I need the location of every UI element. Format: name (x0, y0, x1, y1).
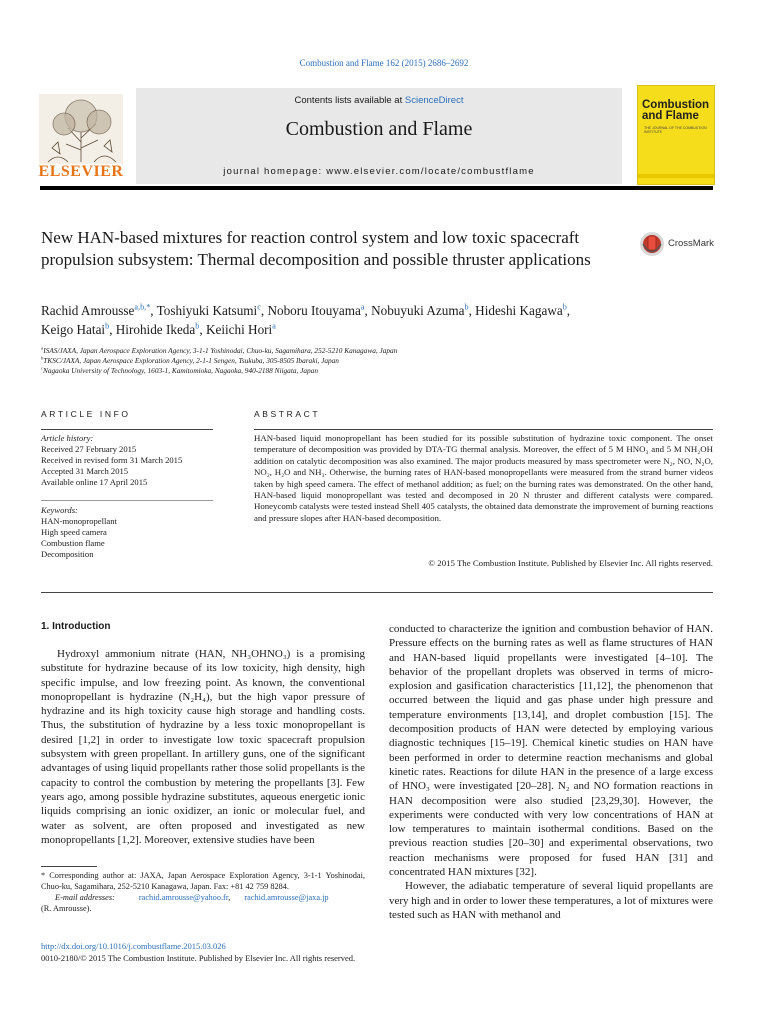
author-separator: , (566, 303, 571, 318)
abstract-heading: ABSTRACT (254, 409, 321, 419)
journal-homepage-link[interactable]: journal homepage: www.elsevier.com/locate/combustflame (223, 166, 535, 177)
affiliation-mark: a (41, 345, 44, 351)
author-name: Noboru Itouyama (267, 303, 361, 318)
author-name: Keiichi Hori (205, 322, 273, 337)
history-label: Article history: (41, 433, 94, 443)
history-line: Received 27 February 2015 (41, 444, 137, 454)
affiliation-text: ISAS/JAXA, Japan Aerospace Exploration Agency, 3-1-1 Yoshinodai, Chuo-ku, Sagamihara, 252-5210 Kanagawa, Japan (43, 346, 398, 355)
affiliation-c (41, 366, 318, 375)
abstract-copyright: © 2015 The Combustion Institute. Published by Elsevier Inc. All rights reserved. (428, 558, 713, 568)
author-affiliation-mark[interactable]: b (562, 302, 567, 312)
keyword: Decomposition (41, 549, 94, 559)
body-column-left (41, 647, 365, 847)
sciencedirect-link[interactable]: ScienceDirect (404, 95, 464, 106)
cover-subtitle: THE JOURNAL OF THE COMBUSTION INSTITUTE (644, 126, 707, 134)
author-list (41, 301, 721, 339)
body-paragraph: Hydroxyl ammonium nitrate (HAN, NH₃OHNO₃) is a promising substitute for hydrazine because of its low toxicity, high density, high specific impulse, and low freezing point. As known, the conventional monopropellant is hydrazine (N₂H₄), but the high vapor pressure of hydrazine and its high toxicity cause high storage and handling costs. Thus, the substitution of hydrazine by a less toxic monopropellant is desired [1,2] in order to investigate low toxic spacecraft propulsion subsystem with green propellant. In artillery guns, one of the significant advantages of using liquid propellants rather those solid propellants is the capacity to control the combustion by metering the propellants [3]. Few years ago, among possible hydrazine substitutes, aqueous energetic ionic liquids comprising an ionic oxidizer, an ionic or molecular fuel, and water as solvent, are often proposed and investigated as new monopropellants [1,2]. Moreover, extensive studies have been (41, 648, 365, 846)
author-affiliation-mark[interactable]: a (272, 321, 276, 331)
email-link[interactable]: rachid.amrousse@jaxa.jp (244, 893, 329, 902)
journal-name: Combustion and Flame (285, 118, 473, 140)
author-affiliation-mark[interactable]: a (360, 302, 365, 312)
affiliation-text: Nagaoka University of Technology, 1603-1, Kamitomioka, Nagaoka, 940-2188 Niigata, Japan (43, 366, 318, 375)
author-separator: , (364, 303, 372, 318)
email-line: E-mail addresses: rachid.amrousse@yahoo.fr, rachid.amrousse@jaxa.jp (55, 893, 329, 902)
article-history (41, 433, 213, 488)
author-separator: , (468, 303, 476, 318)
footnote-rule (41, 866, 97, 867)
author-name: Rachid Amrousse (41, 303, 135, 318)
author-affiliation-mark[interactable]: c (257, 302, 261, 312)
keyword: Combustion flame (41, 538, 105, 548)
author-separator: , (260, 303, 268, 318)
cover-title: Combustion and Flame (642, 99, 710, 122)
affiliation-text: TKSC/JAXA, Japan Aerospace Exploration Agency, 2-1-1 Sengen, Tsukuba, 305-8505 Ibaraki, Japan (43, 356, 339, 365)
body-paragraph: However, the adiabatic temperature of several liquid propellants are very high and in order to lower these temperatures, a lot of mixtures were tested such as HAN with methanol and (389, 880, 713, 921)
history-line: Received in revised form 31 March 2015 (41, 455, 183, 465)
journal-citation-link[interactable]: Combustion and Flame 162 (2015) 2686–2692 (299, 58, 469, 68)
article-info-rule (41, 429, 213, 430)
email-owner: (R. Amrousse). (41, 904, 92, 913)
author-name: Nobuyuki Azuma (371, 303, 465, 318)
doi-link[interactable]: http://dx.doi.org/10.1016/j.combustflame.2015.03.026 (41, 941, 226, 951)
author-affiliation-mark[interactable]: b (105, 321, 110, 331)
author-separator: , (150, 303, 157, 318)
affiliation-b (41, 356, 339, 365)
author-name: Toshiyuki Katsumi (156, 303, 258, 318)
author-name: Hirohide Ikeda (115, 322, 196, 337)
section-heading: 1. Introduction (41, 621, 111, 632)
author-name: Hideshi Kagawa (475, 303, 563, 318)
abstract-rule (254, 429, 713, 430)
cover-band (638, 174, 714, 178)
contents-prefix: Contents lists available at (294, 95, 405, 106)
affiliation-mark: b (41, 355, 44, 361)
crossmark-label[interactable]: CrossMark (668, 238, 714, 249)
email-label: E-mail addresses: (55, 893, 115, 902)
affiliation-a (41, 346, 397, 355)
keywords-label: Keywords: (41, 505, 78, 515)
keywords-rule (41, 500, 213, 501)
history-line: Accepted 31 March 2015 (41, 466, 129, 476)
issn-line: 0010-2180/© 2015 The Combustion Institute. Published by Elsevier Inc. All rights reserved. (41, 953, 356, 963)
body-column-right (389, 622, 713, 922)
corresponding-author-note: * Corresponding author at: JAXA, Japan Aerospace Exploration Agency, 3-1-1 Yoshinodai, Chuo-ku, Sagamihara, 252-5210 Kanagawa, Japan. Fax: +81 42 759 8284. (41, 871, 365, 891)
abstract-text: HAN-based liquid monopropellant has been studied for its possible substitution of hydrazine toxic component. The onset temperature of decomposition was provided by DTA-TG thermal analysis. Moreover, the effect of 5 M HNO₃ and 5 M NH₂OH addition on catalytic decomposition was also examined. The major products measured by mass spectrometer were N₂, NO, N₂O, NO₂, H₂O and NH₃. Otherwise, the burning rates of HAN-based monopropellants were measured from the strand burner videos taken by high speed camera. The effect of methanol addition; as fuel; on the burning rates was demonstrated. On the other hand, HAN-based liquid monopropellant was tested and decomposed in 20 N thruster and different catalysts were compared. Honeycomb catalysts were tested instead Shell 405 catalysts, the obtained data demonstrate the improvement of burning reactions and pressure slopes after HAN-based decomposition. (254, 433, 713, 523)
keyword: High speed camera (41, 527, 107, 537)
contents-line (136, 95, 622, 106)
journal-cover-image[interactable] (638, 86, 714, 184)
author-separator: , (199, 322, 206, 337)
abstract-bottom-rule (41, 592, 713, 593)
body-paragraph: conducted to characterize the ignition and combustion behavior of HAN. Pressure effects on the burning rates as well as flame structures of HAN and HAN-based liquid propellants were investigated [4–10]. The behavior of the propellant droplets was observed in terms of micro-explosion and gasification characteristics [11,12], the phenomenon that occurred between the liquid and gas phase under high pressure and temperature environments [13,14], and droplet combustion [15]. The decomposition products of HAN were detected by employing various diagnostic techniques [15–19]. Chemical kinetic studies on HAN have been performed in order to determine reaction mechanisms and global kinetic rates. Reactions for dilute HAN in the presence of a large excess of HNO₃ were investigated [20–28]. N₂ and NO formation reactions in HAN decomposition were also studied [23,29,30]. However, the experiments were conducted with very low concentrations of HAN at low temperatures to maintain isothermal conditions. Based on the previous reaction studies [20–30] and experimental observations, two reaction mechanisms were proposed for fused HAN [31] and concentrated HAN mixtures [32]. (389, 623, 713, 879)
affiliation-mark: c (41, 365, 44, 371)
keywords-block (41, 505, 213, 560)
keyword: HAN-monopropellant (41, 516, 117, 526)
article-info-heading: ARTICLE INFO (41, 409, 131, 419)
elsevier-wordmark: ELSEVIER (38, 163, 124, 180)
email-link[interactable]: rachid.amrousse@yahoo.fr (138, 893, 229, 902)
author-affiliation-mark[interactable]: b (195, 321, 200, 331)
footnote (41, 870, 365, 914)
article-title: New HAN-based mixtures for reaction control system and low toxic spacecraft propulsion subsystem: Thermal decomposition and possible thruster applications (41, 228, 591, 269)
author-affiliation-mark[interactable]: a,b,* (134, 302, 151, 312)
author-separator: , (109, 322, 116, 337)
author-affiliation-mark[interactable]: b (464, 302, 469, 312)
author-name: Keigo Hatai (41, 322, 106, 337)
history-line: Available online 17 April 2015 (41, 477, 148, 487)
header-rule (40, 186, 713, 190)
